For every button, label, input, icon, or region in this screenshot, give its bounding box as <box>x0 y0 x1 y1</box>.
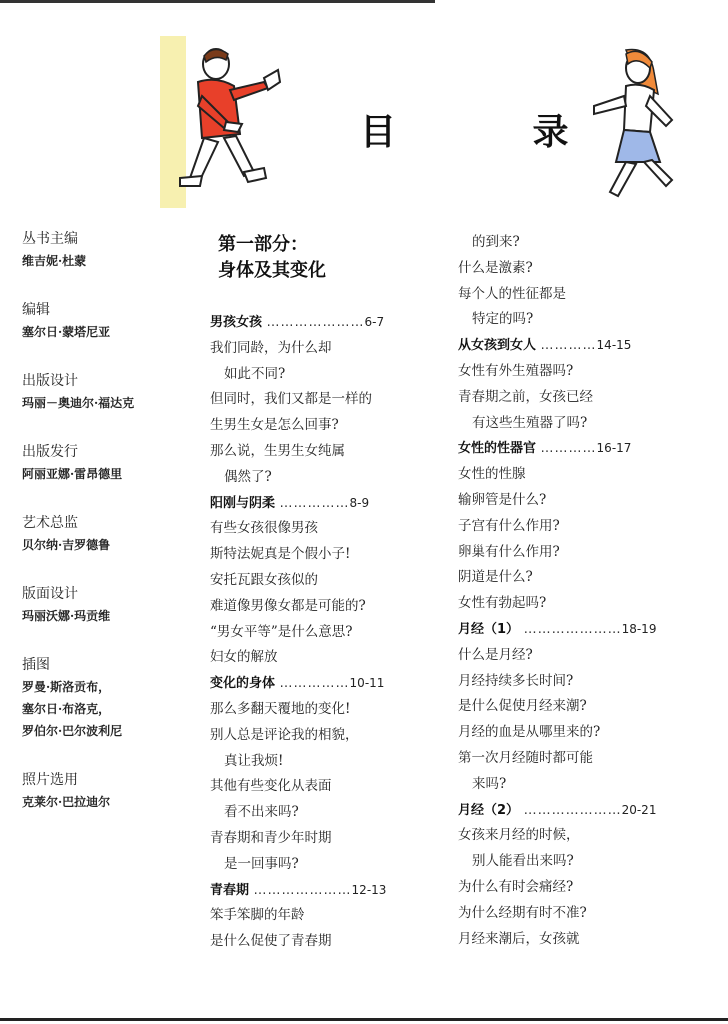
credit-role: 插图 <box>22 657 50 673</box>
toc-entry: 月经来潮后，女孩就 <box>458 930 580 947</box>
leader-dots: …………… <box>279 676 350 692</box>
page-range: 6-7 <box>364 315 385 329</box>
page-range: 12-13 <box>351 882 387 897</box>
toc-entry: 卵巢有什么作用? <box>458 543 560 560</box>
toc-entry: 来吗? <box>472 775 507 792</box>
toc-entry: 笨手笨脚的年龄 <box>210 907 305 924</box>
toc-entry: 什么是激素? <box>458 259 533 276</box>
leader-dots: ………… <box>540 441 597 457</box>
toc-section <box>458 436 683 462</box>
credit-block <box>22 230 192 272</box>
toc-entry: 偶然了? <box>224 468 272 485</box>
credit-role: 编辑 <box>22 302 50 318</box>
leader-dots: …………… <box>279 495 350 511</box>
page-range: 10-11 <box>349 676 385 691</box>
toc-column-right <box>458 230 683 952</box>
leader-dots: ………… <box>540 338 597 354</box>
toc-entry: 输卵管是什么? <box>458 491 547 508</box>
leader-dots: ………………… <box>253 882 352 898</box>
leader-dots: ………………… <box>523 802 622 818</box>
credit-block <box>22 301 192 343</box>
section-title: 从女孩到女人 <box>458 338 537 354</box>
section-title: 青春期 <box>210 882 250 898</box>
toc-entry: 女孩来月经的时候， <box>458 827 580 844</box>
toc-section <box>458 798 683 824</box>
credit-role: 照片选用 <box>22 772 78 788</box>
toc-entry: 女性有勃起吗? <box>458 595 547 612</box>
toc-entry: 我们同龄，为什么却 <box>210 339 332 356</box>
toc-entry: 别人能看出来吗? <box>472 853 574 870</box>
walking-man-illustration <box>168 42 298 200</box>
credit-name: 塞尔日·蒙塔尼亚 <box>22 325 111 339</box>
credit-role: 丛书主编 <box>22 231 78 247</box>
credit-name: 塞尔日·布洛克， <box>22 702 111 716</box>
section-title: 阳刚与阴柔 <box>210 495 276 511</box>
section-title: 月经（2） <box>458 802 520 818</box>
toc-entry: 什么是月经? <box>458 646 533 663</box>
page-title: 目 录 <box>360 112 631 153</box>
toc-entry: 看不出来吗? <box>224 804 299 821</box>
credit-name: 玛丽－奥迪尔·福达克 <box>22 396 135 410</box>
section-title: 变化的身体 <box>210 676 276 692</box>
toc-entry: 生男生女是怎么回事? <box>210 417 339 434</box>
toc-entry: 子宫有什么作用? <box>458 517 560 534</box>
toc-section <box>458 617 683 643</box>
credit-block <box>22 656 192 742</box>
toc-section <box>210 878 425 904</box>
toc-section <box>458 333 683 359</box>
part-title: 身体及其变化 <box>218 260 326 281</box>
credit-block <box>22 372 192 414</box>
bottom-rule <box>0 1018 728 1021</box>
credit-name: 维吉妮·杜蒙 <box>22 254 87 268</box>
toc-entry: 每个人的性征都是 <box>458 285 566 302</box>
credit-name: 阿丽亚娜·雷昂德里 <box>22 467 123 481</box>
credit-block <box>22 514 192 556</box>
section-title: 女性的性器官 <box>458 441 537 457</box>
toc-entry: 女性有外生殖器吗? <box>458 362 574 379</box>
credit-block <box>22 585 192 627</box>
credit-role: 出版设计 <box>22 373 78 389</box>
toc-entry: 特定的吗? <box>472 311 534 328</box>
toc-entry: 青春期和青少年时期 <box>210 829 332 846</box>
toc-entry: 青春期之前，女孩已经 <box>458 388 593 405</box>
toc-entry: 难道像男像女都是可能的? <box>210 597 366 614</box>
toc-entry: 真让我烦! <box>224 752 284 769</box>
toc-entry: 是一回事吗? <box>224 855 299 872</box>
leader-dots: ………………… <box>266 315 365 330</box>
toc-entry: 那么多翻天覆地的变化! <box>210 700 351 717</box>
part-heading <box>218 232 326 284</box>
toc-entry: 有些女孩很像男孩 <box>210 520 318 537</box>
credit-role: 版面设计 <box>22 586 78 602</box>
toc-entry: 阴道是什么? <box>458 569 533 586</box>
toc-section <box>210 491 425 517</box>
credit-name: 罗曼·斯洛贡布， <box>22 680 111 694</box>
page-range: 18-19 <box>621 621 657 636</box>
toc-entry: 斯特法妮真是个假小子! <box>210 546 351 563</box>
toc-entry: 是什么促使了青春期 <box>210 933 332 950</box>
credit-role: 艺术总监 <box>22 515 78 531</box>
credit-block <box>22 771 192 813</box>
leader-dots: ………………… <box>523 621 622 637</box>
toc-entry: “男女平等”是什么意思? <box>210 623 353 640</box>
toc-entry: 但同时，我们又都是一样的 <box>210 391 372 408</box>
page-range: 14-15 <box>596 338 632 353</box>
toc-section <box>210 310 425 336</box>
toc-entry: 那么说，生男生女纯属 <box>210 442 345 459</box>
credits-list <box>22 230 192 842</box>
toc-entry: 别人总是评论我的相貌， <box>210 726 359 743</box>
toc-column-middle <box>210 310 425 955</box>
credit-role: 出版发行 <box>22 444 78 460</box>
credit-name: 玛丽沃娜·玛贡维 <box>22 609 111 623</box>
section-title: 男孩女孩 <box>210 315 263 330</box>
toc-entry: 第一次月经随时都可能 <box>458 749 593 766</box>
page-range: 8-9 <box>349 495 370 510</box>
credit-name: 贝尔纳·吉罗德鲁 <box>22 538 111 552</box>
page-range: 20-21 <box>621 802 657 817</box>
toc-entry: 月经的血是从哪里来的? <box>458 724 601 741</box>
section-title: 月经（1） <box>458 621 520 637</box>
toc-entry: 有这些生殖器了吗? <box>472 414 588 431</box>
toc-entry: 为什么有时会痛经? <box>458 878 574 895</box>
toc-entry: 其他有些变化从表面 <box>210 778 332 795</box>
toc-entry: 女性的性腺 <box>458 466 526 483</box>
toc-entry: 月经持续多长时间? <box>458 672 574 689</box>
top-rule <box>0 0 435 3</box>
credit-name: 罗伯尔·巴尔波利尼 <box>22 724 123 738</box>
toc-entry: 如此不同? <box>224 365 286 382</box>
page-range: 16-17 <box>596 441 632 456</box>
part-label: 第一部分： <box>218 234 308 255</box>
toc-entry: 的到来? <box>472 234 520 250</box>
toc-entry: 为什么经期有时不准? <box>458 904 587 921</box>
toc-section <box>210 671 425 697</box>
toc-entry: 是什么促使月经来潮? <box>458 698 587 715</box>
toc-entry: 妇女的解放 <box>210 649 278 666</box>
toc-entry: 安托瓦跟女孩似的 <box>210 571 318 588</box>
credit-block <box>22 443 192 485</box>
credit-name: 克莱尔·巴拉迪尔 <box>22 795 111 809</box>
